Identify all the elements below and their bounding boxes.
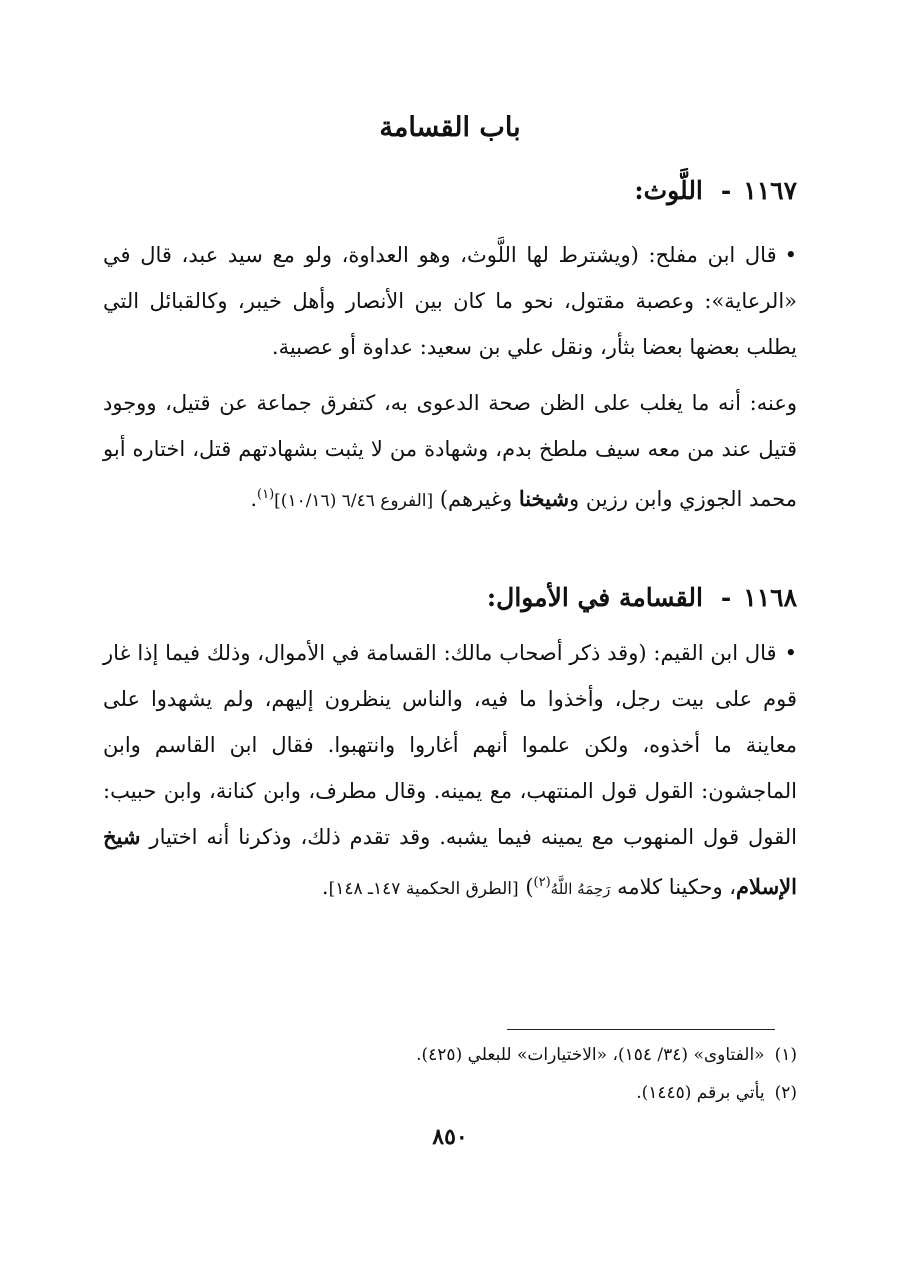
bold-term: شيخ الإسلام	[103, 824, 797, 899]
closing-paren: )	[518, 875, 534, 899]
footnote-number: (١)	[774, 1045, 797, 1065]
paragraph-text: قال ابن مفلح: (ويشترط لها اللَّوث، وهو العداوة، ولو مع سيد عبد، قال في «الرعاية»: وعصبة مقتول، نحو ما كان بين الأنصار وأهل خيبر، وكالقبائل التي يطلب بعضها بعضا بثأر، ونقل علي بن سعيد: عداوة أو عصبية.	[103, 243, 797, 359]
footnote-1	[103, 1040, 797, 1070]
chapter-title: باب القسامة	[379, 112, 521, 143]
bullet-icon: •	[784, 243, 797, 267]
sentence-end: .	[250, 487, 258, 511]
section-title: اللَّوث:	[634, 176, 703, 205]
footnote-number: (٢)	[774, 1083, 797, 1103]
section-number: ١١٦٨	[743, 583, 797, 612]
paragraph-ibn-al-qayyim	[103, 630, 797, 912]
paragraph-text-tail: وغيرهم)	[439, 487, 519, 511]
bold-term: شيخنا	[518, 486, 570, 511]
footnote-text: «الفتاوى» (٣٤/ ١٥٤)، «الاختيارات» للبعلي (٤٢٥).	[416, 1045, 765, 1065]
section-heading-1168	[103, 578, 797, 618]
footnote-marker-1: (١)	[257, 487, 275, 502]
section-dash: -	[720, 176, 732, 205]
sentence-end: .	[321, 875, 329, 899]
paragraph-text: وعنه: أنه ما يغلب على الظن صحة الدعوى به، كتفرق جماعة عن قتيل، ووجود قتيل عند من معه سيف ملطخ بدم، وشهادة من لا يثبت بشهادتهم قتل، اختاره أبو محمد الجوزي وابن رزين و	[103, 391, 797, 511]
section-title: القسامة في الأموال:	[486, 583, 703, 612]
footnote-marker-2: (٢)	[533, 875, 551, 890]
paragraph-text: قال ابن القيم: (وقد ذكر أصحاب مالك: القسامة في الأموال، وذلك فيما إذا غار قوم على بيت رجل، وأخذوا ما فيه، والناس ينظرون إليهم، ولم يشهدوا على معاينة ما أخذوه، ولكن علموا أنهم أغاروا وانتهبوا. فقال ابن القاسم وابن الماجشون: القول قول المنتهب، مع يمينه. وقال مطرف، وابن كنانة، وابن حبيب: القول قول المنهوب مع يمينه فيما يشبه. وقد تقدم ذلك، وذكرنا أنه اختيار	[103, 641, 797, 849]
paragraph-ibn-muflih	[103, 232, 797, 370]
footnote-text: يأتي برقم (١٤٤٥).	[636, 1083, 765, 1103]
paragraph-wa-anhu	[103, 380, 797, 524]
bullet-icon: •	[784, 641, 797, 665]
section-dash: -	[720, 583, 732, 612]
page-number: ٨٥٠	[432, 1124, 468, 1150]
honorific-phrase: رَحِمَهُ اللَّهُ	[550, 880, 611, 898]
section-number: ١١٦٧	[743, 176, 797, 205]
source-reference: [الفروع ٦/٤٦ (١٠/١٦)]	[274, 491, 434, 511]
footnote-separator	[507, 1029, 775, 1030]
paragraph-text-tail: ، وحكينا كلامه	[610, 875, 737, 899]
source-reference: [الطرق الحكمية ١٤٧ـ ١٤٨]	[328, 879, 519, 899]
section-heading-1167	[103, 171, 797, 211]
footnote-2	[103, 1078, 797, 1108]
